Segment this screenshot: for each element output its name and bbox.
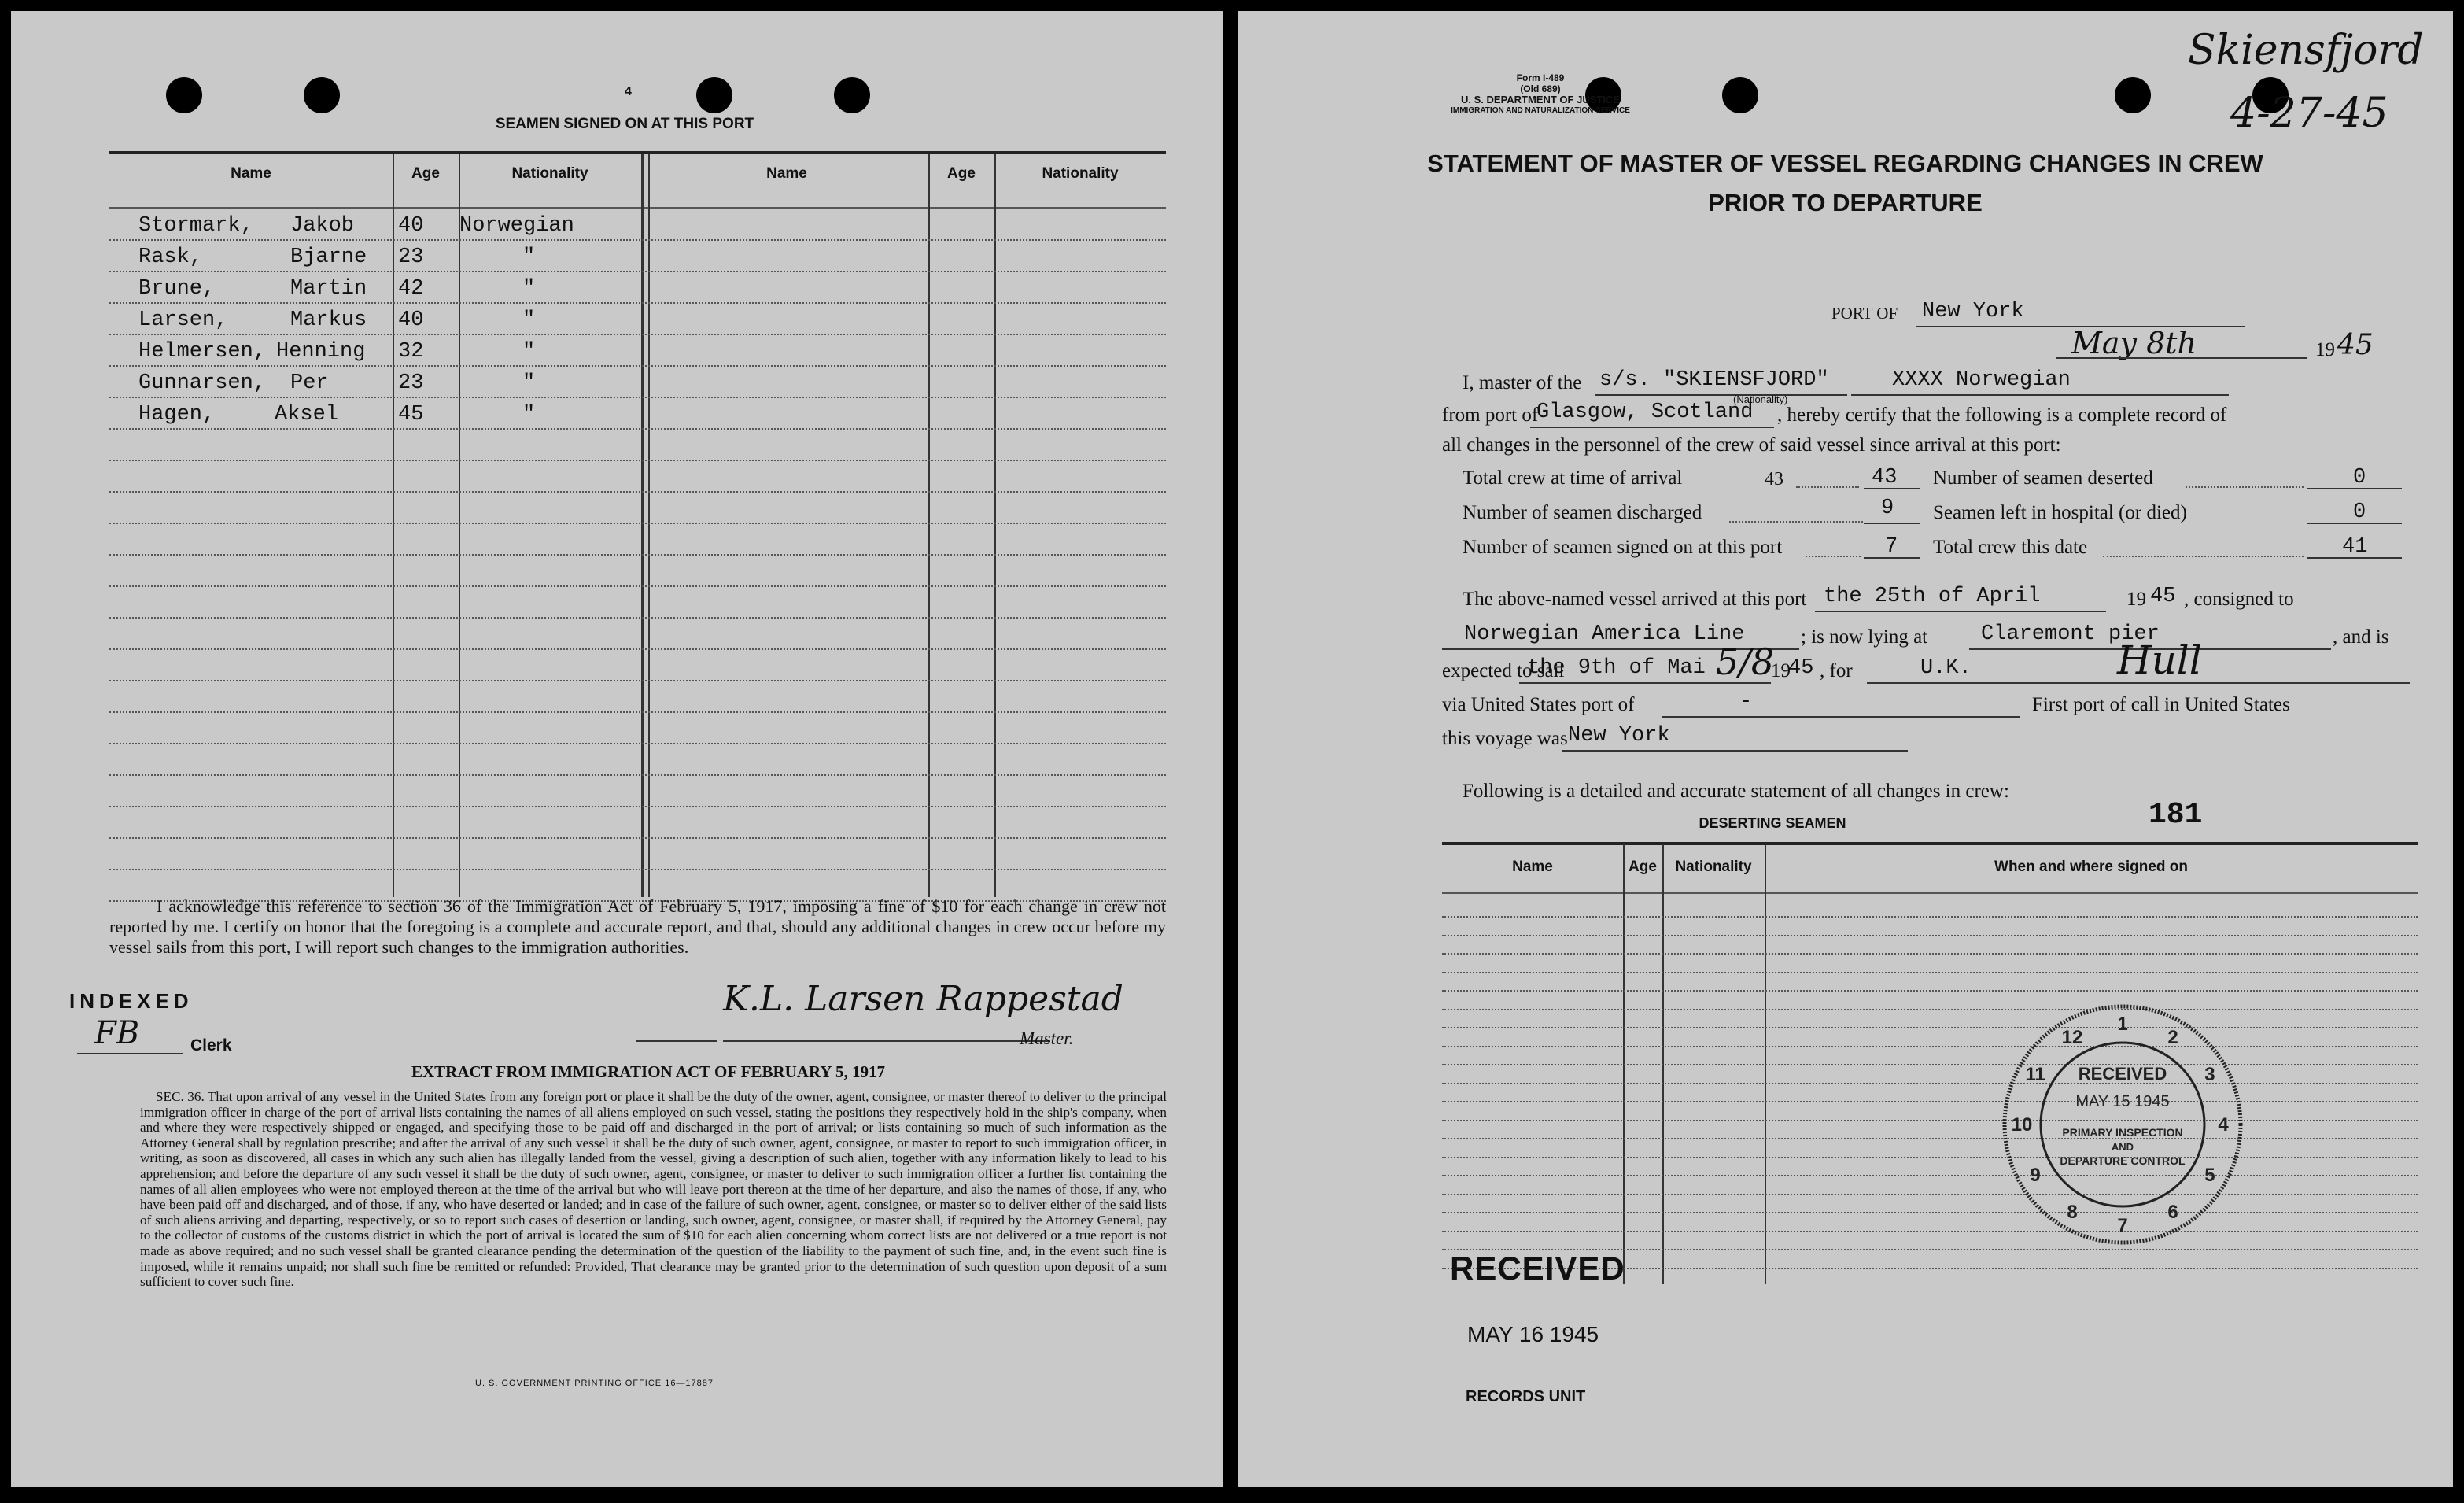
sail-year-prefix: 19 xyxy=(1771,660,1791,681)
stamp-ring-number: 7 xyxy=(2117,1215,2128,1236)
total-crew-arrival-label: Total crew at time of arrival xyxy=(1463,467,1683,489)
row-rule xyxy=(109,460,1166,461)
hospital-label: Seamen left in hospital (or died) xyxy=(1933,502,2187,523)
crew-given-name: Jakob xyxy=(290,214,355,238)
sail-label: expected to sail xyxy=(1442,660,1565,681)
arrived-year-prefix: 19 xyxy=(2126,589,2146,610)
row-rule xyxy=(109,523,1166,524)
sail-year: 45 xyxy=(1788,656,1814,680)
row-rule xyxy=(109,774,1166,776)
master-of-label: I, master of the xyxy=(1463,372,1582,393)
row-rule xyxy=(1442,1009,2418,1010)
col-header-nationality: Nationality xyxy=(511,165,588,182)
stamp-received-title: RECEIVED xyxy=(2078,1064,2167,1084)
year-prefix: 19 xyxy=(2315,339,2335,360)
row-rule xyxy=(1442,1194,2418,1195)
crew-surname: Helmersen, xyxy=(138,340,267,364)
for-line xyxy=(1867,682,2410,684)
row-rule xyxy=(1442,972,2418,973)
lying-value: Claremont pier xyxy=(1981,622,2160,646)
via-value: - xyxy=(1739,690,1753,714)
desert-col-signed-on: When and where signed on xyxy=(1994,859,2188,875)
stamp-ring-number: 2 xyxy=(2167,1027,2178,1049)
vessel-name: s/s. "SKIENSFJORD" xyxy=(1599,368,1829,392)
row-rule xyxy=(109,554,1166,556)
signature-line xyxy=(636,1040,717,1042)
crew-surname: Gunnarsen, xyxy=(138,371,267,395)
hospital-value: 0 xyxy=(2353,500,2366,524)
total-crew-arrival-dotted: 43 xyxy=(1765,469,1783,489)
from-port-label: from port of xyxy=(1442,404,1539,426)
row-rule xyxy=(109,271,1166,272)
for-value: U.K. xyxy=(1920,656,1972,680)
col-header-age: Age xyxy=(411,165,440,182)
row-rule xyxy=(1442,990,2418,992)
form-header xyxy=(1403,72,1678,116)
nationality-value: XXXX Norwegian xyxy=(1892,368,2071,392)
form-title-line2: PRIOR TO DEPARTURE xyxy=(1708,189,1983,216)
punch-hole xyxy=(1722,77,1758,113)
crew-surname: Rask, xyxy=(138,246,203,269)
deserted-value: 0 xyxy=(2353,466,2366,489)
consignee-value: Norwegian America Line xyxy=(1464,622,1745,646)
voyage-line xyxy=(1562,750,1908,752)
stamp-ring xyxy=(2012,1014,2230,1236)
deserting-header-rule xyxy=(1442,892,2418,894)
row-rule xyxy=(1442,1101,2418,1102)
stamp-line-1: PRIMARY INSPECTION xyxy=(2062,1126,2183,1139)
master-signature: K.L. Larsen Rappestad xyxy=(723,979,1123,1019)
col-header-nationality-2: Nationality xyxy=(1042,165,1119,182)
row-rule xyxy=(109,302,1166,304)
sail-handwritten: 5/8 xyxy=(1716,641,1775,683)
col-header-name: Name xyxy=(231,165,271,182)
row-rule xyxy=(1442,1157,2418,1158)
row-rule xyxy=(109,711,1166,713)
left-page xyxy=(11,11,1223,1487)
following-label: Following is a detailed and accurate statement of all changes in crew: xyxy=(1463,781,2009,802)
row-rule xyxy=(1442,1120,2418,1121)
leader-dots xyxy=(2186,486,2304,488)
crew-nationality: " xyxy=(522,277,536,301)
crew-nationality: " xyxy=(522,371,536,395)
crew-surname: Brune, xyxy=(138,277,216,301)
from-port-line xyxy=(1530,427,1774,428)
leader-dots xyxy=(1806,556,1861,557)
clerk-line xyxy=(77,1053,183,1054)
total-crew-arrival-value: 43 xyxy=(1872,466,1898,489)
column-divider xyxy=(994,154,996,897)
stamp-ring-number: 4 xyxy=(2218,1114,2229,1136)
row-rule xyxy=(109,334,1166,335)
column-divider xyxy=(648,154,650,897)
stamp-line-3: DEPARTURE CONTROL xyxy=(2060,1154,2186,1167)
table-header-rule xyxy=(109,207,1166,209)
signature-line xyxy=(723,1040,1050,1042)
nationality-line xyxy=(1851,394,2229,396)
leader-dots xyxy=(1796,486,1859,488)
department-name: U. S. DEPARTMENT OF JUSTICE xyxy=(1461,94,1620,105)
page-count: 181 xyxy=(2149,798,2203,832)
for-handwritten: Hull xyxy=(2117,637,2202,683)
vessel-line xyxy=(1595,394,1847,396)
row-rule xyxy=(109,239,1166,241)
table-top-rule xyxy=(109,151,1166,154)
crew-nationality: Norwegian xyxy=(459,214,574,238)
form-title-line1: STATEMENT OF MASTER OF VESSEL REGARDING CHANGES IN CREW xyxy=(1427,150,2263,177)
certify-text: , hereby certify that the following is a complete record of xyxy=(1777,404,2227,426)
crew-age: 23 xyxy=(398,371,424,395)
punch-hole xyxy=(304,77,340,113)
handwritten-vessel-note: Skiensfjord xyxy=(2188,27,2424,74)
via-label: via United States port of xyxy=(1442,694,1635,715)
row-rule xyxy=(1442,1175,2418,1176)
stamp-ring-number: 1 xyxy=(2117,1014,2128,1035)
row-rule xyxy=(109,680,1166,681)
crew-nationality: " xyxy=(522,403,536,427)
nationality-caption: (Nationality) xyxy=(1733,393,1788,405)
form-old-number: (Old 689) xyxy=(1520,83,1561,94)
consigned-label: , consigned to xyxy=(2184,589,2294,610)
lying-end: , and is xyxy=(2333,626,2389,648)
row-rule xyxy=(109,837,1166,839)
deserting-table-top-rule xyxy=(1442,842,2418,845)
sail-line xyxy=(1519,682,1771,684)
col-header-name-2: Name xyxy=(766,165,807,182)
signed-on-label: Number of seamen signed on at this port xyxy=(1463,537,1783,558)
sail-value: the 9th of Mai xyxy=(1527,656,1706,680)
leader-dots xyxy=(2103,556,2304,557)
stamp-line-2: AND xyxy=(2111,1141,2134,1153)
row-rule xyxy=(109,585,1166,587)
port-value: New York xyxy=(1922,300,2024,323)
value-line xyxy=(1864,523,1920,524)
value-line xyxy=(2307,488,2402,489)
records-unit: RECORDS UNIT xyxy=(1466,1388,1586,1405)
row-rule xyxy=(109,365,1166,367)
desert-col-nationality: Nationality xyxy=(1675,859,1752,875)
stamp-ring-number: 3 xyxy=(2204,1064,2215,1085)
column-divider xyxy=(459,154,460,897)
column-divider xyxy=(393,154,394,897)
value-line xyxy=(1864,557,1920,559)
crew-age: 32 xyxy=(398,340,424,364)
crew-age: 45 xyxy=(398,403,424,427)
form-number: Form I-489 xyxy=(1516,72,1565,83)
acknowledgement-text: I acknowledge this reference to section 36 of the Immigration Act of February 5, 1917, imposing a fine of $10 for each change in crew not reported by me. I certify on honor that the foregoing is a complete and accurate report, and that, should any additional changes in crew occur before my vessel sails from this port, I will report such changes to the immigration authorities. xyxy=(109,896,1166,957)
punch-hole xyxy=(2115,77,2151,113)
row-rule xyxy=(109,617,1166,619)
handwritten-date-note: 4-27-45 xyxy=(2230,90,2388,137)
punch-hole xyxy=(166,77,202,113)
row-rule xyxy=(109,869,1166,870)
port-label: PORT OF xyxy=(1831,304,1898,323)
leader-dots xyxy=(1729,521,1863,523)
voyage-value: New York xyxy=(1568,724,1670,748)
stamp-ring-number: 8 xyxy=(2067,1201,2078,1223)
row-rule xyxy=(1442,1027,2418,1028)
stamp-received-date: MAY 15 1945 xyxy=(2075,1093,2170,1110)
row-rule xyxy=(109,428,1166,430)
row-rule xyxy=(109,743,1166,744)
received-stamp-date: MAY 16 1945 xyxy=(1467,1322,1599,1346)
column-divider xyxy=(928,154,930,897)
value-line xyxy=(1864,488,1920,489)
row-rule xyxy=(1442,1138,2418,1139)
total-crew-date-value: 41 xyxy=(2342,535,2368,559)
clerk-label: Clerk xyxy=(190,1036,232,1054)
arrived-year: 45 xyxy=(2150,585,2176,608)
right-page xyxy=(1238,11,2453,1487)
crew-nationality: " xyxy=(522,308,536,332)
master-label: Master. xyxy=(1020,1028,1074,1048)
first-port-label: First port of call in United States xyxy=(2032,694,2290,715)
crew-age: 40 xyxy=(398,308,424,332)
row-rule xyxy=(1442,1231,2418,1232)
arrived-line xyxy=(1815,611,2106,612)
row-rule xyxy=(109,648,1166,650)
via-line xyxy=(1662,716,2020,718)
crew-surname: Hagen, xyxy=(138,403,216,427)
crew-age: 42 xyxy=(398,277,424,301)
crew-nationality: " xyxy=(522,246,536,269)
deserting-seamen-title: DESERTING SEAMEN xyxy=(1699,815,1846,831)
page-number: 4 xyxy=(625,85,632,98)
row-rule xyxy=(109,397,1166,398)
date-handwritten: May 8th xyxy=(2071,326,2197,360)
row-rule xyxy=(1442,1083,2418,1084)
indexed-stamp: INDEXED xyxy=(69,989,194,1013)
col-header-age-2: Age xyxy=(947,165,976,182)
arrived-value: the 25th of April xyxy=(1824,585,2041,608)
stamp-ring-number: 5 xyxy=(2204,1165,2215,1186)
from-port-value: Glasgow, Scotland xyxy=(1536,401,1754,424)
crew-nationality: " xyxy=(522,340,536,364)
row-rule xyxy=(1442,916,2418,918)
discharged-value: 9 xyxy=(1881,497,1894,520)
left-section-title: SEAMEN SIGNED ON AT THIS PORT xyxy=(495,116,754,132)
crew-age: 23 xyxy=(398,246,424,269)
crew-given-name: Markus xyxy=(290,308,367,332)
received-stamp-icon xyxy=(1993,995,2252,1254)
deserted-label: Number of seamen deserted xyxy=(1933,467,2153,489)
received-stamp-title: RECEIVED xyxy=(1450,1250,1625,1287)
row-rule xyxy=(1442,953,2418,955)
crew-given-name: Martin xyxy=(290,277,367,301)
crew-surname: Larsen, xyxy=(138,308,228,332)
extract-text: SEC. 36. That upon arrival of any vessel in the United States from any foreign port or place it shall be the duty of the owner, agent, consignee, or master thereof to deliver to the principal immigration officer in charge of the port of arrival lists containing the names of all aliens employed on such vessel, stating the positions they respectively hold in the ship's company, when and where they were respectively shipped or engaged, and specifying those to be paid off and discharged in the port of arrival; or lists containing so much of such information as the Attorney General shall by regulation prescribe; and after the arrival of any such vessel it shall be the duty of such owner, agent, consignee, or master to report to such immigration officer, in writing, as soon as discovered, all cases in which any such alien has illegally landed from the vessel, giving a description of such alien, together with any information likely to lead to his apprehension; and before the departure of any such vessel it shall be the duty of such owner, agent, consignee, or master to deliver to such immigration officer a further list containing the names of all alien employees who were not employed thereon at the time of the arrival but who will leave port thereon at the time of her departure, and also the names of those, if any, who have been paid off and discharged, and of those, if any, who have deserted or landed; and in case of the failure of such owner, agent, consignee, or master so to deliver either of the said lists of such aliens arriving and departing, respectively, or so to report such cases of desertion or landing, such owner, agent, consignee, or master shall, if required by the Attorney General, pay to the collector of customs of the customs district in which the port of arrival is located the sum of $10 for each alien concerning whom correct lists are not delivered or a true report is not made as above required; and no such vessel shall be granted clearance pending the determination of the question of the liability to the payment of such fine, and, in the event such fine is imposed, while it remains unpaid; nor shall such fine be remitted or refunded: Provided, That clearance may be granted prior to the determination of such question upon deposit of a sum sufficient to cover such fine. xyxy=(140,1089,1167,1290)
column-divider xyxy=(641,154,644,897)
stamp-ring-number: 12 xyxy=(2061,1027,2083,1049)
crew-given-name: Henning xyxy=(276,340,366,364)
row-rule xyxy=(1442,1212,2418,1213)
arrived-label: The above-named vessel arrived at this port xyxy=(1463,589,1807,610)
row-rule xyxy=(109,806,1166,807)
row-rule xyxy=(109,491,1166,493)
crew-given-name: Bjarne xyxy=(290,246,367,269)
desert-col-name: Name xyxy=(1512,859,1553,875)
row-rule xyxy=(1442,1046,2418,1047)
punch-hole xyxy=(696,77,732,113)
crew-given-name: Per xyxy=(290,371,329,395)
crew-surname: Stormark, xyxy=(138,214,253,238)
certify-text-2: all changes in the personnel of the crew of said vessel since arrival at this port: xyxy=(1442,434,2061,456)
desert-col-age: Age xyxy=(1629,859,1657,875)
voyage-label: this voyage was xyxy=(1442,728,1568,749)
date-line xyxy=(2056,357,2307,359)
signed-on-value: 7 xyxy=(1885,535,1898,559)
stamp-ring-number: 11 xyxy=(2025,1064,2045,1085)
punch-hole xyxy=(834,77,870,113)
stamp-ring-number: 6 xyxy=(2167,1201,2178,1223)
crew-age: 40 xyxy=(398,214,424,238)
discharged-label: Number of seamen discharged xyxy=(1463,502,1702,523)
row-rule xyxy=(1442,935,2418,936)
value-line xyxy=(2307,523,2402,524)
printing-office: U. S. GOVERNMENT PRINTING OFFICE 16—17887 xyxy=(475,1379,714,1388)
year-handwritten: 45 xyxy=(2337,329,2374,361)
clerk-initials: FB xyxy=(94,1015,140,1051)
stamp-ring-number: 9 xyxy=(2030,1165,2041,1186)
extract-title: EXTRACT FROM IMMIGRATION ACT OF FEBRUARY 5, 1917 xyxy=(411,1062,886,1081)
row-rule xyxy=(1442,1064,2418,1065)
lying-label: ; is now lying at xyxy=(1801,626,1928,648)
crew-given-name: Aksel xyxy=(275,403,339,427)
service-name: IMMIGRATION AND NATURALIZATION SERVICE xyxy=(1451,106,1630,115)
total-crew-date-label: Total crew this date xyxy=(1933,537,2088,558)
for-label: , for xyxy=(1820,660,1853,681)
stamp-ring-number: 10 xyxy=(2011,1114,2033,1136)
value-line xyxy=(2307,557,2402,559)
